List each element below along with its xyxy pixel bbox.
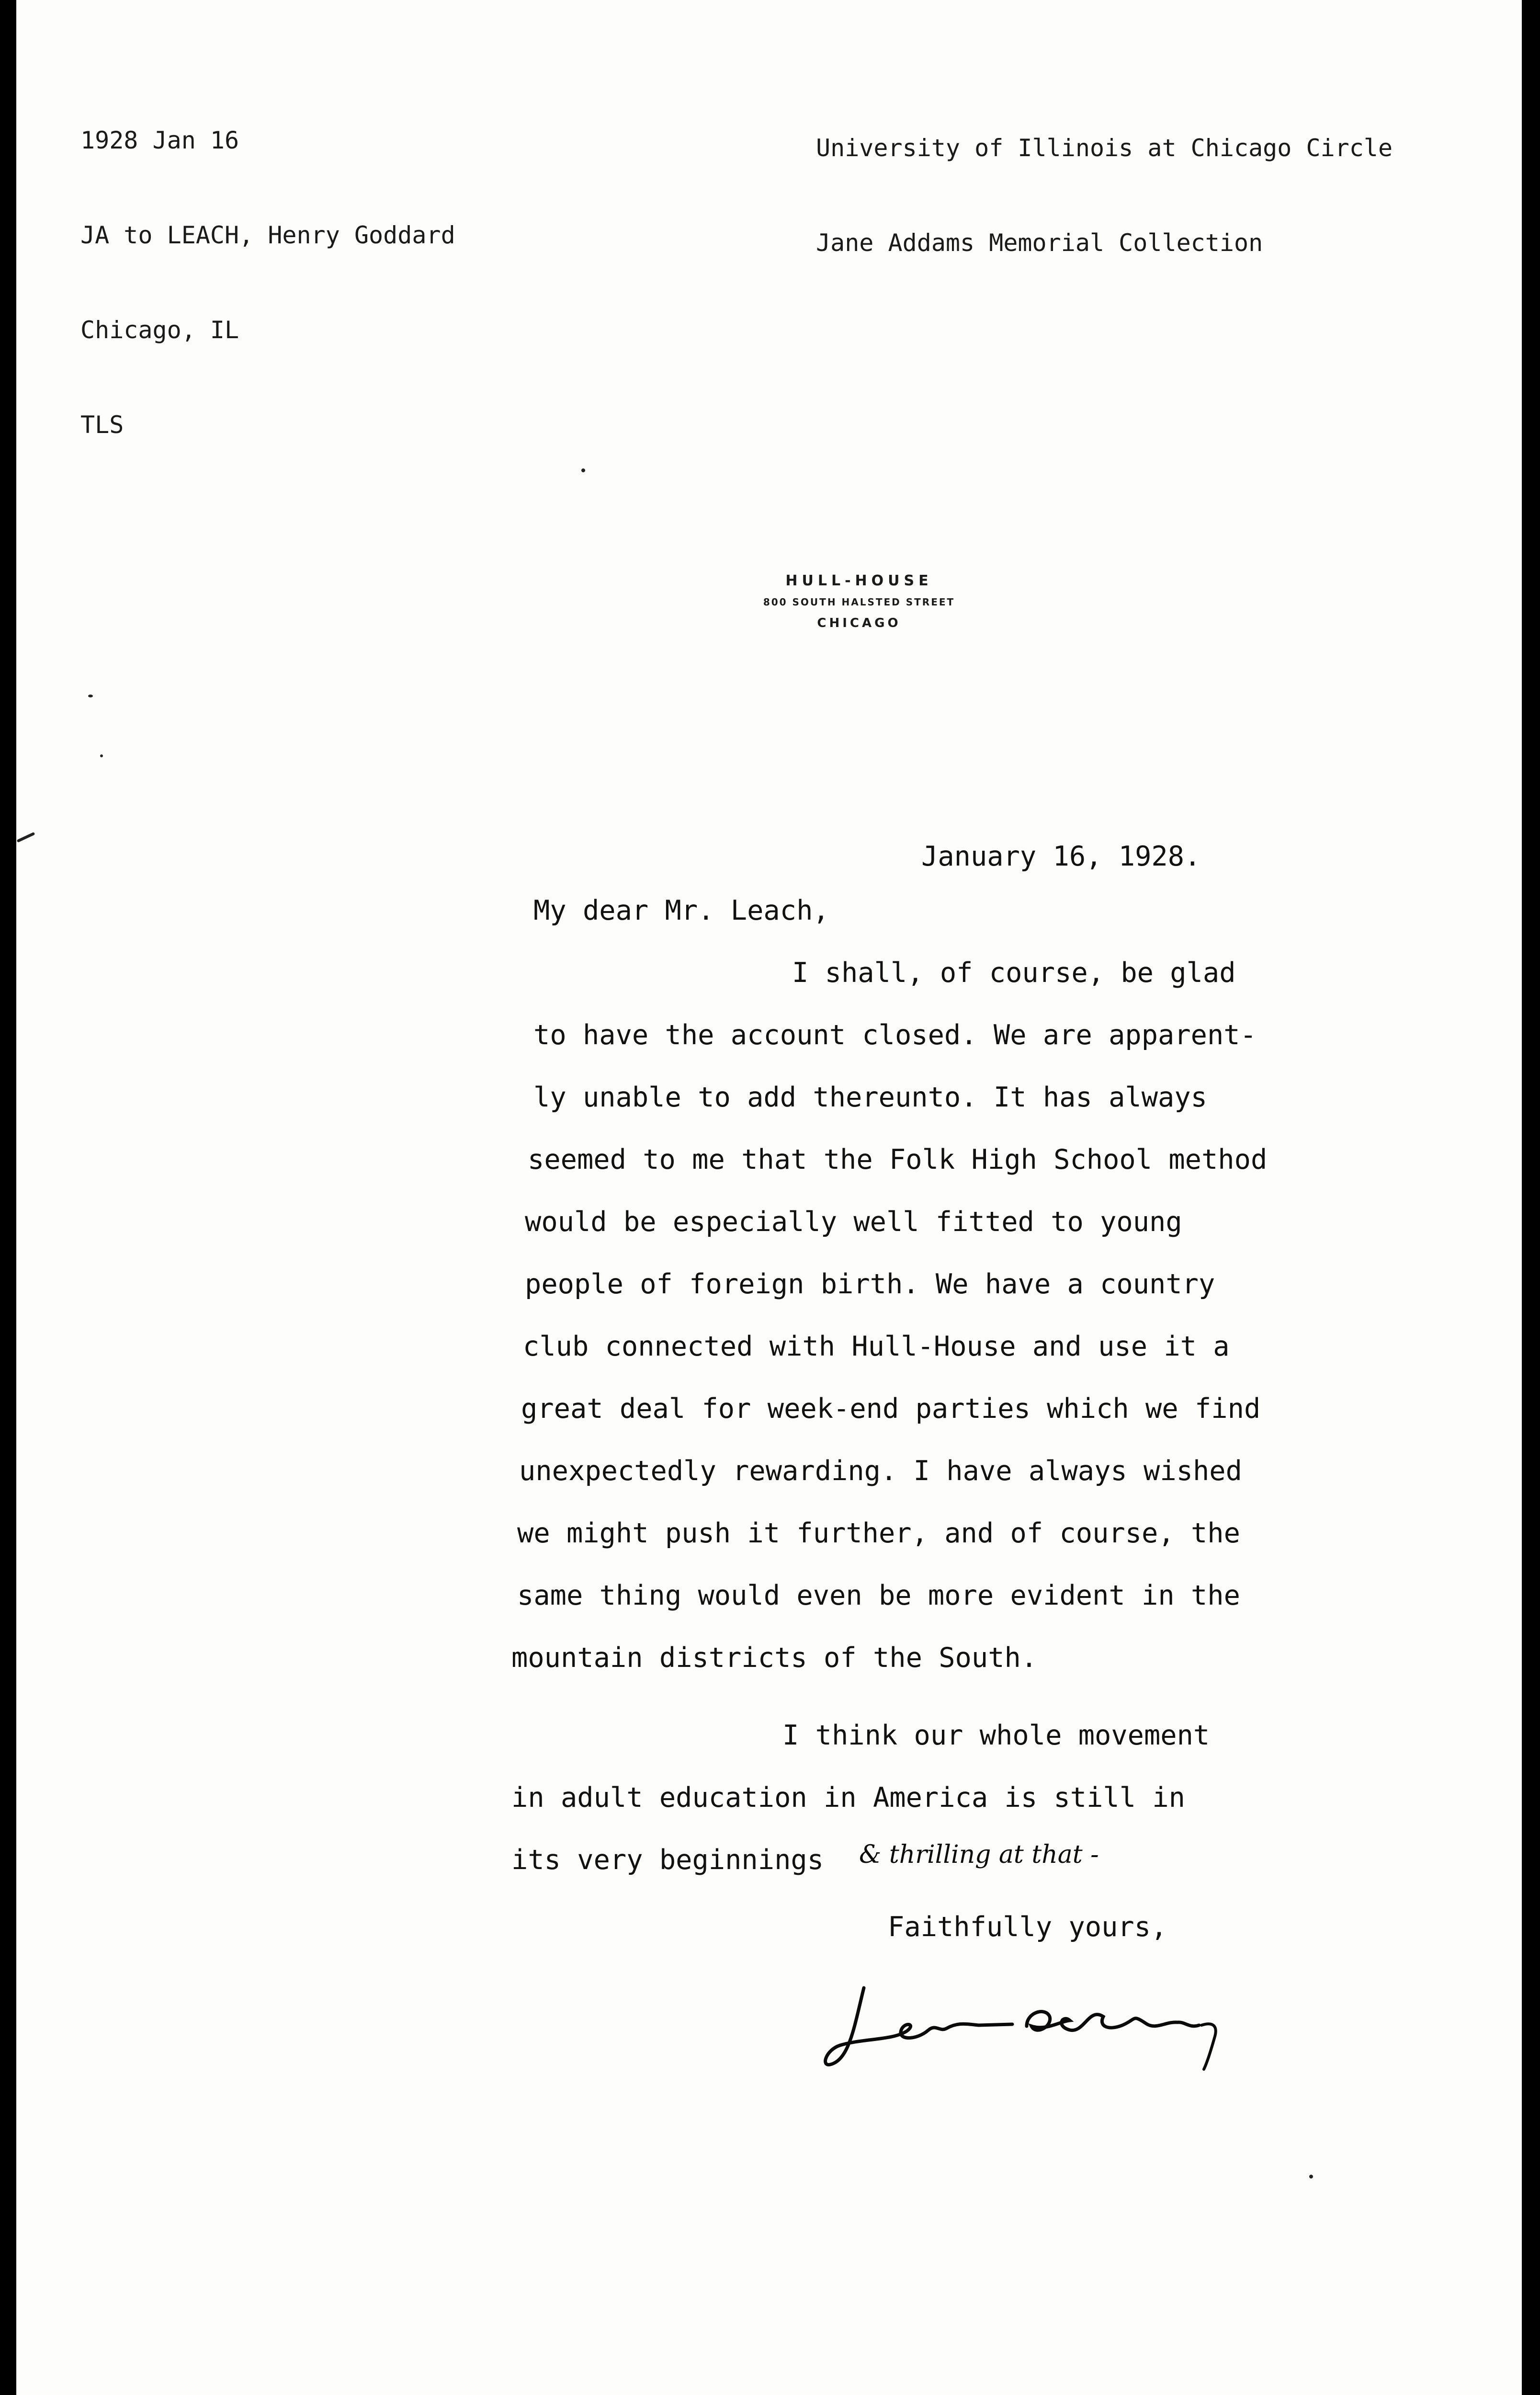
letter-closing: Faithfully yours, xyxy=(888,1911,1167,1943)
archive-meta-line: TLS xyxy=(80,411,124,439)
archive-meta-line: JA to LEACH, Henry Goddard xyxy=(80,221,455,249)
archive-collection xyxy=(816,69,1393,322)
body-line: great deal for week-end parties which we find xyxy=(521,1393,1261,1425)
collection-line: University of Illinois at Chicago Circle xyxy=(816,134,1393,162)
body-line: club connected with Hull-House and use it a xyxy=(523,1331,1230,1362)
body-line: its very beginnings xyxy=(511,1844,824,1876)
signature-mark xyxy=(821,1969,1290,2079)
letterhead xyxy=(715,570,1003,634)
paper-speck xyxy=(581,468,585,472)
body-line: in adult education in America is still in xyxy=(511,1782,1185,1813)
archive-meta-line: Chicago, IL xyxy=(80,316,239,344)
collection-line: Jane Addams Memorial Collection xyxy=(816,229,1263,257)
document-page xyxy=(16,0,1522,2395)
handwritten-insert: & thrilling at that - xyxy=(859,1840,1099,1869)
body-line: to have the account closed. We are apparent- xyxy=(533,1019,1257,1051)
body-line: ly unable to add thereunto. It has always xyxy=(533,1082,1207,1113)
body-line: people of foreign birth. We have a country xyxy=(525,1268,1215,1300)
body-line: would be especially well fitted to young xyxy=(525,1206,1182,1238)
body-line: I shall, of course, be glad xyxy=(792,957,1236,989)
body-line: I think our whole movement xyxy=(782,1720,1210,1751)
body-line: unexpectedly rewarding. I have always wished xyxy=(519,1455,1242,1487)
body-line: mountain districts of the South. xyxy=(511,1642,1038,1674)
archive-meta-line: 1928 Jan 16 xyxy=(80,126,239,154)
letterhead-city: CHICAGO xyxy=(817,616,901,630)
archive-metadata xyxy=(80,61,455,504)
paper-speck xyxy=(1309,2175,1313,2178)
letterhead-street: 800 SOUTH HALSTED STREET xyxy=(763,596,955,608)
body-line: same thing would even be more evident in the xyxy=(517,1580,1240,1611)
body-line: seemed to me that the Folk High School method xyxy=(528,1144,1268,1175)
letter-date: January 16, 1928. xyxy=(921,841,1201,872)
letter-salutation: My dear Mr. Leach, xyxy=(533,895,829,926)
paper-speck xyxy=(88,695,93,697)
paper-speck xyxy=(100,754,103,757)
paper-speck xyxy=(17,832,35,843)
body-line: we might push it further, and of course, the xyxy=(517,1517,1240,1549)
signature xyxy=(821,1969,1290,2079)
letterhead-name: HULL-HOUSE xyxy=(785,572,933,589)
